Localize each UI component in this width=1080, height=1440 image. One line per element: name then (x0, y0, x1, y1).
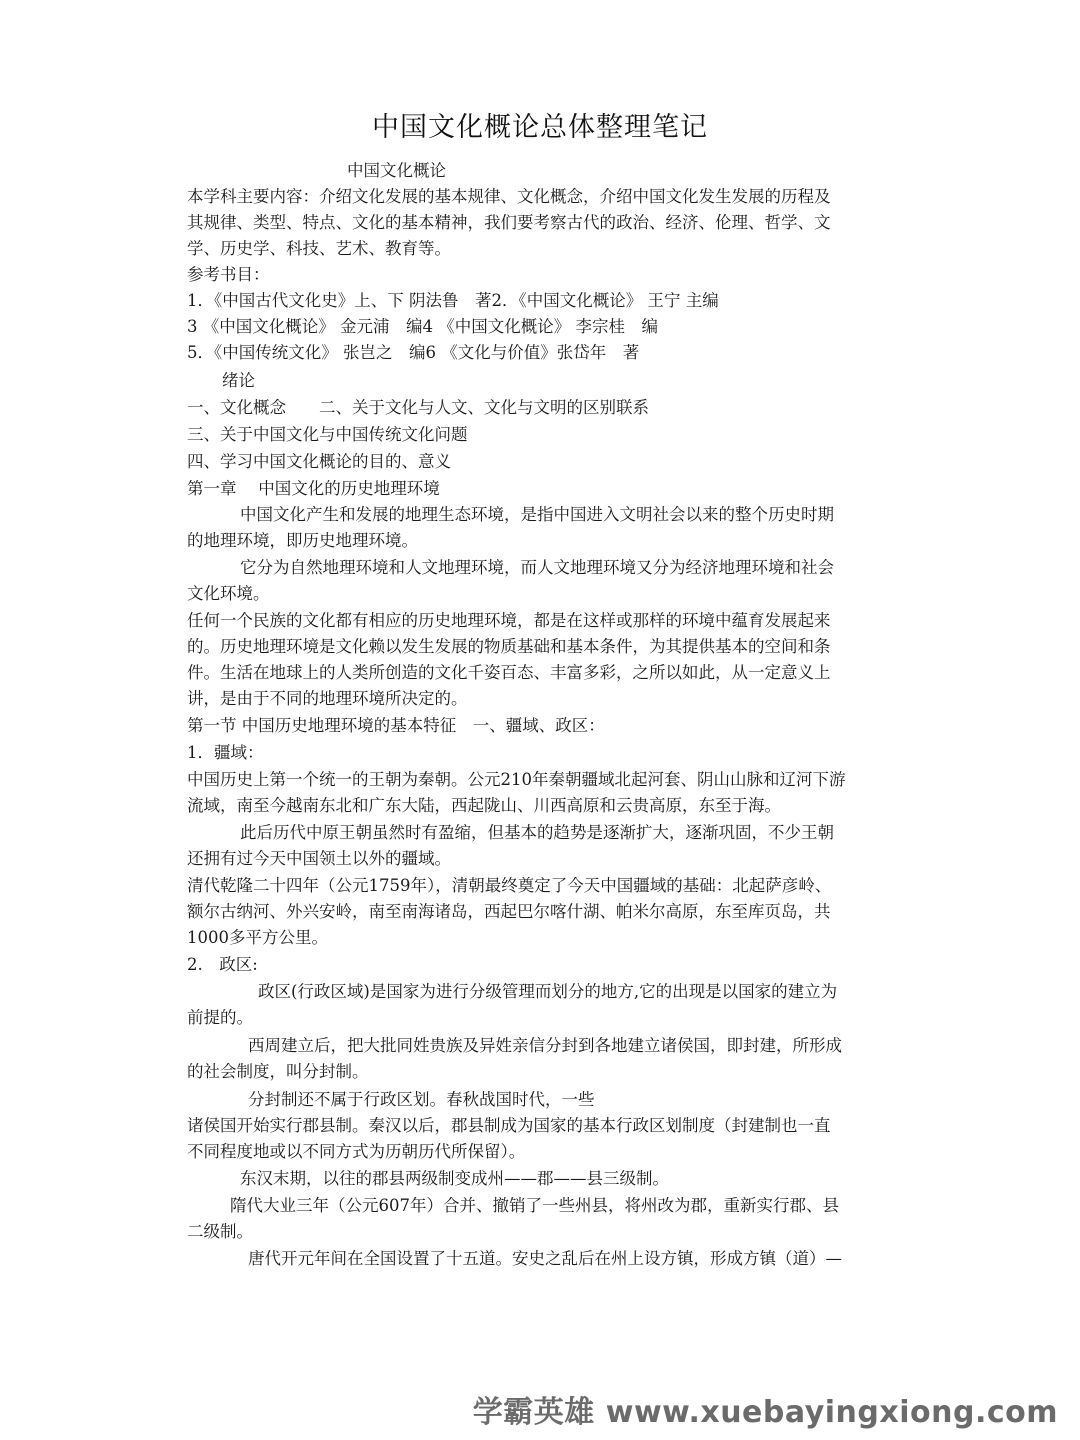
reference-line: 5．《中国传统文化》 张岂之 编6 《文化与价值》张岱年 著 (187, 343, 640, 362)
text-line: 流域，南至今越南东北和广东大陆，西起陇山、川西高原和云贵高原，东至于海。 (187, 796, 781, 815)
text-line: 还拥有过今天中国领土以外的疆域。 (187, 849, 451, 868)
text-line: 它分为自然地理环境和人文地理环境，而人文地理环境又分为经济地理环境和社会 (240, 558, 834, 577)
reference-line: 1．《中国古代文化史》上、下 阴法鲁 著2．《中国文化概论》 王宁 主编 (187, 291, 719, 310)
subtitle: 中国文化概论 (347, 161, 446, 180)
text-line: 额尔古纳河、外兴安岭，南至南海诸岛，西起巴尔喀什湖、帕米尔高原，东至库页岛，共 (187, 902, 831, 921)
text-line: 西周建立后，把大批同姓贵族及异姓亲信分封到各地建立诸侯国，即封建，所形成 (248, 1036, 842, 1055)
outline-line: 四、学习中国文化概论的目的、意义 (187, 452, 451, 471)
text-line: 二级制。 (187, 1222, 253, 1241)
outline-line: 一、文化概念 二、关于文化与人文、文化与文明的区别联系 (187, 398, 649, 417)
text-line: 其规律、类型、特点、文化的基本精神，我们要考察古代的政治、经济、伦理、哲学、文 (187, 213, 831, 232)
text-line: 的地理环境，即历史地理环境。 (187, 531, 418, 550)
text-line: 中国文化产生和发展的地理生态环境，是指中国进入文明社会以来的整个历史时期 (240, 505, 834, 524)
section-heading: 绪论 (222, 371, 255, 390)
subsection-heading: 2. 政区: (187, 955, 258, 974)
text-line: 文化环境。 (187, 584, 270, 603)
text-line: 此后历代中原王朝虽然时有盈缩，但基本的趋势是逐渐扩大，逐渐巩固，不少王朝 (240, 823, 834, 842)
chapter-heading: 第一章 中国文化的历史地理环境 (187, 479, 440, 498)
text-line: 不同程度地或以不同方式为历朝历代所保留）。 (187, 1142, 526, 1161)
section-heading: 第一节 中国历史地理环境的基本特征 一、疆域、政区： (187, 716, 605, 735)
document-title: 中国文化概论总体整理笔记 (372, 112, 708, 143)
text-line: 前提的。 (187, 1008, 253, 1027)
site-watermark: 学霸英雄 www.xuebayingxiong.com (472, 1395, 1058, 1430)
subsection-heading: 1．疆域： (187, 743, 264, 762)
reference-line: 3 《中国文化概论》 金元浦 编4 《中国文化概论》 李宗桂 编 (187, 317, 658, 336)
outline-line: 三、关于中国文化与中国传统文化问题 (187, 425, 468, 444)
text-line: 唐代开元年间在全国设置了十五道。安史之乱后在州上设方镇，形成方镇（道）— (248, 1249, 842, 1268)
text-line: 分封制还不属于行政区划。春秋战国时代，一些 (248, 1090, 595, 1109)
section-heading: 参考书目： (187, 265, 270, 284)
text-line: 的社会制度，叫分封制。 (187, 1062, 369, 1081)
text-line: 讲，是由于不同的地理环境所决定的。 (187, 689, 468, 708)
text-line: 政区(行政区域)是国家为进行分级管理而划分的地方,它的出现是以国家的建立为 (258, 982, 838, 1001)
text-line: 任何一个民族的文化都有相应的历史地理环境，都是在这样或那样的环境中蕴育发展起来 (187, 611, 831, 630)
text-line: 件。生活在地球上的人类所创造的文化千姿百态、丰富多彩，之所以如此，从一定意义上 (187, 663, 831, 682)
text-line: 的。历史地理环境是文化赖以发生发展的物质基础和基本条件，为其提供基本的空间和条 (187, 637, 831, 656)
text-line: 隋代大业三年（公元607年）合并、撤销了一些州县，将州改为郡，重新实行郡、县 (230, 1196, 839, 1215)
text-line: 中国历史上第一个统一的王朝为秦朝。公元210年秦朝疆域北起河套、阴山山脉和辽河下游 (187, 770, 846, 789)
text-line: 东汉末期，以往的郡县两级制变成州——郡——县三级制。 (240, 1169, 669, 1188)
text-line: 清代乾隆二十四年（公元1759年），清朝最终奠定了今天中国疆域的基础：北起萨彦岭、 (187, 876, 832, 895)
text-line: 学、历史学、科技、艺术、教育等。 (187, 239, 451, 258)
text-line: 1000多平方公里。 (187, 928, 328, 947)
text-line: 本学科主要内容：介绍文化发展的基本规律、文化概念，介绍中国文化发生发展的历程及 (187, 187, 831, 206)
text-line: 诸侯国开始实行郡县制。秦汉以后，郡县制成为国家的基本行政区划制度（封建制也一直 (187, 1116, 831, 1135)
